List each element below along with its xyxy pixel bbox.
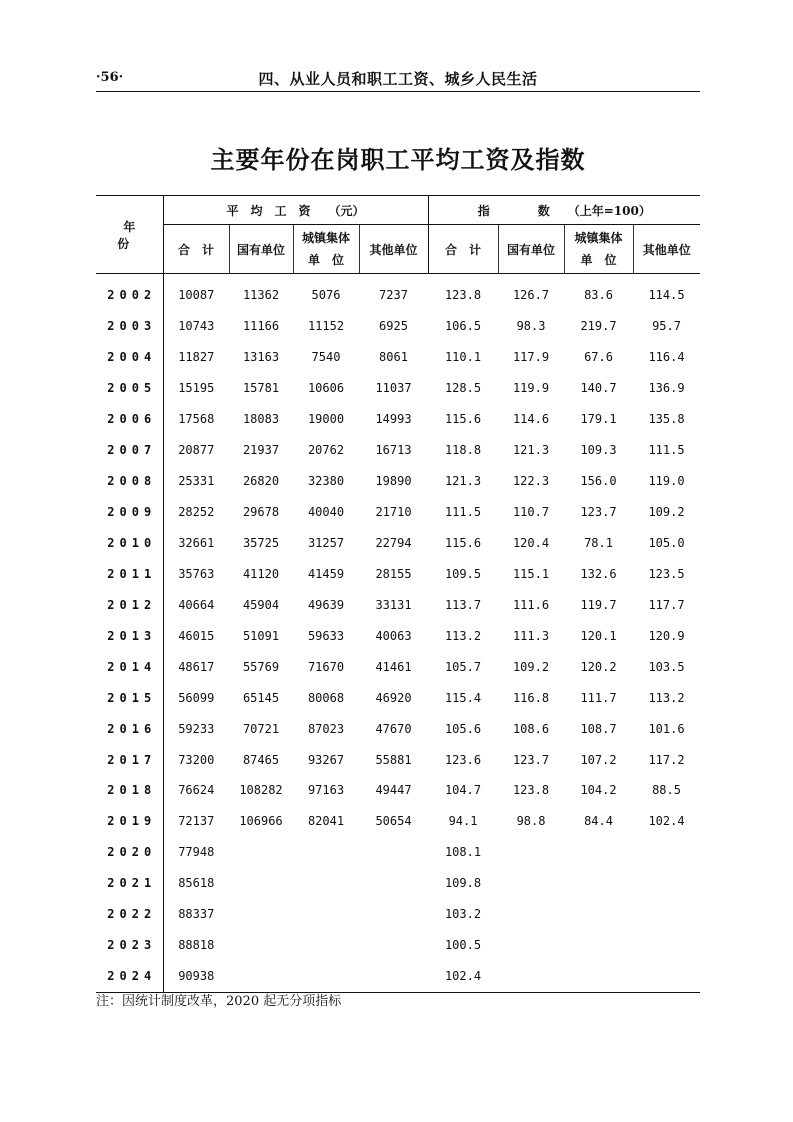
cell-index-state-owned: 114.6 bbox=[512, 412, 550, 427]
cell-index-urban-collective: 107.2 bbox=[580, 752, 617, 767]
cell-index-urban-collective: 111.7 bbox=[580, 690, 617, 705]
year-cell: 2014 bbox=[96, 651, 163, 682]
table-row bbox=[96, 744, 700, 775]
col-index-total: 合 计 bbox=[428, 225, 498, 274]
cell-wage-other: 46920 bbox=[375, 690, 412, 705]
cell-wage-state-owned: 11362 bbox=[242, 288, 280, 303]
cell-wage-state-owned: 45904 bbox=[242, 597, 280, 612]
cell-index-other: 136.9 bbox=[648, 381, 685, 396]
cell-index-state-owned: 115.1 bbox=[512, 566, 550, 581]
cell-wage-state-owned: 18083 bbox=[242, 412, 280, 427]
cell-index-other: 103.5 bbox=[648, 659, 685, 674]
col-index-state-owned: 国有单位 bbox=[498, 225, 564, 274]
cell-index-total: 105.6 bbox=[444, 721, 482, 736]
cell-wage-total: 59233 bbox=[178, 721, 215, 736]
cell-wage-other: 19890 bbox=[375, 474, 412, 489]
cell-index-other: 117.2 bbox=[648, 752, 685, 767]
cell-wage-urban-collective: 97163 bbox=[307, 783, 345, 798]
cell-index-urban-collective bbox=[564, 837, 633, 868]
cell-index-other bbox=[633, 868, 700, 899]
table-row bbox=[96, 620, 700, 651]
cell-index-state-owned: 123.8 bbox=[512, 783, 550, 798]
cell-index-state-owned: 122.3 bbox=[512, 474, 550, 489]
year-cell: 2013 bbox=[96, 620, 163, 651]
col-wage-state-owned: 国有单位 bbox=[229, 225, 293, 274]
cell-wage-state-owned: 26820 bbox=[242, 474, 280, 489]
index-group-header: 指 数 （上年=100） bbox=[428, 196, 700, 225]
cell-wage-urban-collective: 41459 bbox=[307, 566, 345, 581]
cell-wage-total: 77948 bbox=[178, 845, 215, 860]
cell-wage-urban-collective: 20762 bbox=[307, 443, 345, 458]
cell-wage-total: 72137 bbox=[178, 814, 215, 829]
year-cell: 2020 bbox=[96, 837, 163, 868]
cell-wage-other: 55881 bbox=[375, 752, 412, 767]
year-cell: 2010 bbox=[96, 528, 163, 559]
table-row bbox=[96, 311, 700, 342]
table-title: 主要年份在岗职工平均工资及指数 bbox=[210, 145, 586, 174]
table-row bbox=[96, 930, 700, 961]
year-cell: 2015 bbox=[96, 682, 163, 713]
cell-wage-other bbox=[359, 868, 428, 899]
cell-wage-state-owned bbox=[229, 899, 293, 930]
cell-index-state-owned: 116.8 bbox=[512, 690, 550, 705]
cell-wage-urban-collective: 19000 bbox=[307, 412, 345, 427]
cell-index-total: 100.5 bbox=[444, 938, 482, 953]
cell-index-other: 95.7 bbox=[652, 319, 681, 334]
cell-wage-total: 28252 bbox=[178, 505, 215, 520]
cell-wage-state-owned: 87465 bbox=[242, 752, 280, 767]
cell-index-urban-collective: 140.7 bbox=[580, 381, 617, 396]
table-row bbox=[96, 713, 700, 744]
cell-wage-state-owned: 108282 bbox=[239, 783, 283, 798]
cell-wage-urban-collective bbox=[293, 837, 359, 868]
cell-wage-other: 47670 bbox=[375, 721, 412, 736]
cell-wage-urban-collective: 32380 bbox=[307, 474, 345, 489]
cell-index-total: 115.6 bbox=[444, 412, 482, 427]
cell-index-other bbox=[633, 837, 700, 868]
cell-index-other: 135.8 bbox=[648, 412, 685, 427]
table-row bbox=[96, 775, 700, 806]
cell-index-state-owned: 111.3 bbox=[512, 628, 550, 643]
cell-wage-urban-collective: 10606 bbox=[307, 381, 345, 396]
cell-wage-total: 73200 bbox=[178, 752, 215, 767]
cell-index-other bbox=[633, 930, 700, 961]
cell-index-state-owned: 121.3 bbox=[512, 443, 550, 458]
cell-index-state-owned: 111.6 bbox=[512, 597, 550, 612]
cell-wage-state-owned: 15781 bbox=[242, 381, 280, 396]
cell-index-urban-collective: 83.6 bbox=[584, 288, 613, 303]
cell-index-urban-collective: 179.1 bbox=[580, 412, 617, 427]
cell-index-urban-collective: 109.3 bbox=[580, 443, 617, 458]
table-row bbox=[96, 404, 700, 435]
cell-index-urban-collective: 156.0 bbox=[580, 474, 617, 489]
cell-wage-urban-collective: 93267 bbox=[307, 752, 345, 767]
cell-wage-other: 49447 bbox=[375, 783, 412, 798]
cell-index-state-owned: 123.7 bbox=[512, 752, 550, 767]
cell-wage-other: 40063 bbox=[375, 628, 412, 643]
cell-wage-urban-collective: 31257 bbox=[307, 535, 345, 550]
col-index-urban-collective: 城镇集体 单 位 bbox=[564, 225, 633, 274]
cell-wage-total: 32661 bbox=[178, 535, 215, 550]
cell-index-urban-collective: 119.7 bbox=[580, 597, 617, 612]
year-cell: 2003 bbox=[96, 311, 163, 342]
cell-index-total: 105.7 bbox=[444, 659, 482, 674]
cell-index-state-owned: 117.9 bbox=[512, 350, 550, 365]
cell-wage-urban-collective: 87023 bbox=[307, 721, 345, 736]
cell-wage-state-owned: 35725 bbox=[242, 535, 280, 550]
cell-index-state-owned bbox=[498, 930, 564, 961]
cell-index-urban-collective bbox=[564, 899, 633, 930]
cell-wage-state-owned: 55769 bbox=[242, 659, 280, 674]
cell-wage-other: 7237 bbox=[379, 288, 408, 303]
cell-index-total: 115.6 bbox=[444, 535, 482, 550]
cell-wage-total: 56099 bbox=[178, 690, 215, 705]
cell-wage-state-owned: 51091 bbox=[242, 628, 280, 643]
cell-wage-total: 17568 bbox=[178, 412, 215, 427]
cell-wage-state-owned bbox=[229, 837, 293, 868]
cell-index-state-owned: 119.9 bbox=[512, 381, 550, 396]
cell-index-urban-collective: 108.7 bbox=[580, 721, 617, 736]
year-cell: 2005 bbox=[96, 373, 163, 404]
cell-wage-other: 8061 bbox=[379, 350, 408, 365]
cell-wage-urban-collective: 11152 bbox=[307, 319, 345, 334]
cell-index-total: 123.8 bbox=[444, 288, 482, 303]
cell-index-total: 94.1 bbox=[448, 814, 478, 829]
cell-wage-other: 33131 bbox=[375, 597, 412, 612]
cell-wage-state-owned: 11166 bbox=[242, 319, 280, 334]
cell-wage-total: 11827 bbox=[178, 350, 215, 365]
cell-index-other: 117.7 bbox=[648, 597, 685, 612]
cell-index-total: 111.5 bbox=[444, 505, 482, 520]
cell-wage-other: 11037 bbox=[375, 381, 412, 396]
cell-index-state-owned bbox=[498, 868, 564, 899]
cell-index-urban-collective: 84.4 bbox=[584, 814, 613, 829]
cell-index-state-owned: 98.3 bbox=[516, 319, 546, 334]
table-row bbox=[96, 806, 700, 837]
cell-wage-urban-collective: 40040 bbox=[307, 505, 345, 520]
cell-wage-total: 88337 bbox=[178, 907, 215, 922]
header-sub-row bbox=[96, 225, 700, 274]
table-row bbox=[96, 589, 700, 620]
cell-index-total: 113.2 bbox=[444, 628, 482, 643]
year-cell: 2022 bbox=[96, 899, 163, 930]
cell-index-other bbox=[633, 899, 700, 930]
cell-index-total: 110.1 bbox=[444, 350, 482, 365]
header-rule bbox=[96, 91, 700, 92]
cell-index-total: 103.2 bbox=[444, 907, 482, 922]
cell-index-other: 111.5 bbox=[648, 443, 685, 458]
table-row bbox=[96, 342, 700, 373]
cell-index-urban-collective bbox=[564, 961, 633, 992]
table-body bbox=[96, 274, 700, 993]
footnote: 注：因统计制度改革，2020 起无分项指标 bbox=[96, 994, 342, 1009]
cell-wage-urban-collective: 59633 bbox=[307, 628, 345, 643]
cell-index-urban-collective: 104.2 bbox=[580, 783, 617, 798]
cell-index-state-owned bbox=[498, 899, 564, 930]
cell-wage-urban-collective bbox=[293, 868, 359, 899]
table-row bbox=[96, 497, 700, 528]
cell-wage-total: 10087 bbox=[178, 288, 215, 303]
year-cell: 2004 bbox=[96, 342, 163, 373]
cell-index-other: 120.9 bbox=[648, 628, 685, 643]
cell-index-state-owned: 108.6 bbox=[512, 721, 550, 736]
table-row bbox=[96, 682, 700, 713]
cell-wage-state-owned bbox=[229, 868, 293, 899]
cell-wage-urban-collective bbox=[293, 961, 359, 992]
cell-index-other: 105.0 bbox=[648, 535, 685, 550]
cell-index-urban-collective: 120.2 bbox=[580, 659, 617, 674]
cell-index-other: 123.5 bbox=[648, 566, 685, 581]
table-row bbox=[96, 274, 700, 311]
cell-wage-total: 90938 bbox=[178, 969, 215, 984]
cell-index-urban-collective: 78.1 bbox=[584, 535, 613, 550]
cell-wage-other: 28155 bbox=[375, 566, 412, 581]
cell-wage-other bbox=[359, 899, 428, 930]
cell-index-state-owned: 109.2 bbox=[512, 659, 550, 674]
table-row bbox=[96, 837, 700, 868]
year-cell: 2011 bbox=[96, 558, 163, 589]
cell-wage-total: 46015 bbox=[178, 628, 215, 643]
cell-index-urban-collective: 132.6 bbox=[580, 566, 617, 581]
cell-wage-total: 85618 bbox=[178, 876, 215, 891]
cell-wage-other: 41461 bbox=[375, 659, 412, 674]
cell-index-total: 113.7 bbox=[444, 597, 482, 612]
cell-wage-state-owned: 65145 bbox=[242, 690, 280, 705]
cell-wage-other: 16713 bbox=[375, 443, 412, 458]
cell-wage-total: 15195 bbox=[178, 381, 215, 396]
year-cell: 2016 bbox=[96, 713, 163, 744]
cell-index-total: 115.4 bbox=[444, 690, 482, 705]
cell-wage-total: 76624 bbox=[178, 783, 215, 798]
year-cell: 2018 bbox=[96, 775, 163, 806]
cell-index-total: 123.6 bbox=[444, 752, 482, 767]
wage-table bbox=[96, 195, 700, 993]
cell-wage-urban-collective bbox=[293, 899, 359, 930]
cell-wage-total: 40664 bbox=[178, 597, 215, 612]
year-cell: 2009 bbox=[96, 497, 163, 528]
cell-wage-other: 21710 bbox=[375, 505, 412, 520]
cell-wage-urban-collective: 71670 bbox=[307, 659, 345, 674]
cell-wage-state-owned: 106966 bbox=[239, 814, 283, 829]
cell-wage-other: 50654 bbox=[375, 814, 412, 829]
section-title: 四、从业人员和职工工资、城乡人民生活 bbox=[258, 70, 538, 88]
cell-wage-total: 10743 bbox=[178, 319, 215, 334]
cell-index-other: 101.6 bbox=[648, 721, 685, 736]
cell-index-state-owned: 98.8 bbox=[516, 814, 546, 829]
cell-index-state-owned: 120.4 bbox=[512, 535, 550, 550]
table-row bbox=[96, 373, 700, 404]
cell-wage-total: 20877 bbox=[178, 443, 215, 458]
cell-wage-total: 88818 bbox=[178, 938, 215, 953]
cell-wage-urban-collective: 82041 bbox=[307, 814, 345, 829]
cell-wage-urban-collective: 7540 bbox=[311, 350, 341, 365]
col-wage-total: 合 计 bbox=[163, 225, 229, 274]
cell-index-total: 108.1 bbox=[444, 845, 482, 860]
cell-index-state-owned: 126.7 bbox=[512, 288, 550, 303]
cell-wage-urban-collective: 49639 bbox=[307, 597, 345, 612]
cell-wage-state-owned bbox=[229, 930, 293, 961]
cell-index-other: 113.2 bbox=[648, 690, 685, 705]
header-group-row bbox=[96, 196, 700, 225]
cell-wage-other bbox=[359, 837, 428, 868]
cell-index-other: 102.4 bbox=[648, 814, 685, 829]
wage-group-header: 平 均 工 资 （元） bbox=[163, 196, 428, 225]
year-cell: 2002 bbox=[96, 274, 163, 311]
cell-index-urban-collective bbox=[564, 868, 633, 899]
year-cell: 2024 bbox=[96, 961, 163, 992]
cell-wage-urban-collective bbox=[293, 930, 359, 961]
cell-index-total: 118.8 bbox=[444, 443, 482, 458]
table-row bbox=[96, 961, 700, 992]
cell-index-total: 106.5 bbox=[444, 319, 482, 334]
cell-index-total: 102.4 bbox=[444, 969, 482, 984]
cell-index-urban-collective: 67.6 bbox=[584, 350, 613, 365]
cell-wage-other: 6925 bbox=[379, 319, 408, 334]
cell-wage-urban-collective: 5076 bbox=[311, 288, 341, 303]
cell-wage-other bbox=[359, 961, 428, 992]
cell-wage-other: 14993 bbox=[375, 412, 412, 427]
table-row bbox=[96, 899, 700, 930]
cell-index-state-owned: 110.7 bbox=[512, 505, 550, 520]
table-row bbox=[96, 528, 700, 559]
cell-wage-state-owned: 70721 bbox=[242, 721, 280, 736]
year-cell: 2006 bbox=[96, 404, 163, 435]
cell-wage-urban-collective: 80068 bbox=[307, 690, 345, 705]
year-cell: 2012 bbox=[96, 589, 163, 620]
table-row bbox=[96, 466, 700, 497]
cell-index-other: 88.5 bbox=[652, 783, 681, 798]
table-row bbox=[96, 868, 700, 899]
cell-index-other bbox=[633, 961, 700, 992]
table-row bbox=[96, 435, 700, 466]
table-row bbox=[96, 651, 700, 682]
cell-index-other: 114.5 bbox=[648, 288, 685, 303]
cell-wage-state-owned: 29678 bbox=[242, 505, 280, 520]
year-cell: 2007 bbox=[96, 435, 163, 466]
cell-index-urban-collective: 120.1 bbox=[580, 628, 617, 643]
year-cell: 2008 bbox=[96, 466, 163, 497]
year-cell: 2023 bbox=[96, 930, 163, 961]
cell-wage-state-owned: 21937 bbox=[242, 443, 280, 458]
cell-wage-total: 48617 bbox=[178, 659, 215, 674]
col-wage-urban-collective: 城镇集体 单 位 bbox=[293, 225, 359, 274]
cell-wage-other bbox=[359, 930, 428, 961]
cell-wage-other: 22794 bbox=[375, 535, 412, 550]
cell-index-urban-collective: 123.7 bbox=[580, 505, 617, 520]
cell-index-total: 109.5 bbox=[444, 566, 482, 581]
cell-wage-state-owned: 41120 bbox=[242, 566, 280, 581]
col-wage-other: 其他单位 bbox=[359, 225, 428, 274]
col-index-other: 其他单位 bbox=[633, 225, 700, 274]
cell-index-urban-collective: 219.7 bbox=[580, 319, 617, 334]
page-number: ·56· bbox=[96, 70, 124, 85]
cell-wage-total: 35763 bbox=[178, 566, 215, 581]
cell-index-total: 121.3 bbox=[444, 474, 482, 489]
table-row bbox=[96, 558, 700, 589]
cell-index-other: 109.2 bbox=[648, 505, 685, 520]
year-column-header: 年 份 bbox=[96, 196, 163, 274]
cell-index-urban-collective bbox=[564, 930, 633, 961]
cell-index-total: 104.7 bbox=[444, 783, 482, 798]
cell-wage-state-owned: 13163 bbox=[242, 350, 280, 365]
cell-index-other: 116.4 bbox=[648, 350, 685, 365]
cell-index-state-owned bbox=[498, 837, 564, 868]
cell-index-other: 119.0 bbox=[648, 474, 685, 489]
cell-index-total: 128.5 bbox=[444, 381, 482, 396]
year-cell: 2017 bbox=[96, 744, 163, 775]
cell-wage-state-owned bbox=[229, 961, 293, 992]
year-cell: 2021 bbox=[96, 868, 163, 899]
cell-wage-total: 25331 bbox=[178, 474, 215, 489]
cell-index-state-owned bbox=[498, 961, 564, 992]
cell-index-total: 109.8 bbox=[444, 876, 482, 891]
running-header bbox=[96, 68, 700, 90]
year-cell: 2019 bbox=[96, 806, 163, 837]
